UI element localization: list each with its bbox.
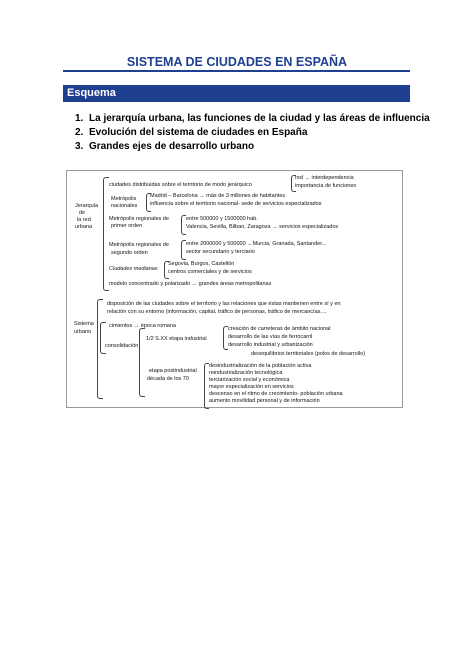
node-text: red → interdependencia	[295, 175, 354, 181]
outline-diagram	[66, 170, 403, 408]
page-title: SISTEMA DE CIUDADES EN ESPAÑA	[126, 55, 348, 69]
node-text: desindustrialización de la población activa	[209, 363, 312, 369]
node-text: sector secundario y terciario	[186, 249, 255, 255]
node-label: urbano	[74, 329, 92, 335]
node-text: relación con su entorno (información, capital, tráfico de personas, tráfico de mercancías....	[107, 309, 327, 315]
node-text: mayor especialización en servicios	[209, 384, 294, 390]
node-text: creación de carreteras de ámbito nacional	[228, 326, 331, 332]
node-text: entre 2000000 y 500000 →Murcia, Granada, Santander...	[186, 241, 327, 247]
node-text: Metrópolis regionales de	[109, 242, 169, 248]
node-text: entre 500000 y 1500000 hab.	[186, 216, 258, 222]
node-text: segundo orden	[111, 250, 148, 256]
section-header: Esquema	[63, 85, 410, 102]
node-text: etapa postindustrial	[149, 368, 197, 374]
node-text: desarrollo de las vías de ferrocarril	[228, 334, 313, 340]
node-label: urbana	[75, 224, 93, 230]
bracket	[103, 177, 109, 291]
list-item: 2. Evolución del sistema de ciudades en España	[75, 127, 308, 138]
node-text: década de los 70	[147, 376, 189, 382]
node-text: Segovia, Burgos, Castellón	[168, 261, 235, 267]
node-text: reindustrialización tecnológica	[209, 370, 283, 376]
bracket	[139, 328, 145, 397]
node-text: importancia de funciones	[295, 183, 357, 189]
node-text: ciudades distribuidas sobre el territorio de modo jerárquico	[109, 182, 252, 188]
node-text: consolidación	[105, 343, 139, 349]
node-text: terciarización social y económica	[209, 377, 290, 383]
node-label: de	[79, 210, 86, 216]
node-text: Valencia, Sevilla, Bilbao, Zaragoza → servicios especializados	[186, 224, 339, 230]
node-text: centros comerciales y de servicios	[168, 269, 252, 275]
title-rule	[63, 70, 410, 72]
node-text: Ciudades medianas	[109, 266, 158, 272]
list-item: 1. La jerarquía urbana, las funciones de la ciudad y las áreas de influencia	[75, 113, 430, 124]
node-text: modelo concentrado y polarizado → grandes áreas metropolitanas	[109, 281, 272, 287]
list-item: 3. Grandes ejes de desarrollo urbano	[75, 141, 255, 152]
node-label: Jerarquía	[75, 203, 99, 209]
node-text: Metrópolis regionales de	[109, 216, 169, 222]
node-text: Madrid – Barcelona → más de 3 millones de habitantes	[150, 193, 286, 199]
node-text: primer orden	[111, 223, 143, 229]
node-label: Sistema	[74, 321, 94, 327]
node-text: disposición de las ciudades sobre el territorio y las relaciones que éstas mantienen entre sí y en	[107, 301, 341, 307]
node-label: la red	[77, 217, 91, 223]
node-text: Metrópolis	[111, 196, 137, 202]
node-text: nacionales	[111, 203, 138, 209]
node-text: desarrollo industrial y urbanización	[228, 342, 313, 348]
node-text: influencia sobre el territorio nacional- sede de servicios especializados	[150, 201, 322, 207]
node-text: descenso en el ritmo de crecimiento- población urbana	[209, 391, 343, 397]
node-text: aumento movilidad personal y de información	[209, 398, 320, 404]
node-text: 1/2 S.XX etapa industrial	[146, 336, 207, 342]
node-text: cimientos → época romana	[109, 323, 176, 329]
node-text: desequilibrios territoriales (polos de desarrollo)	[251, 351, 366, 357]
